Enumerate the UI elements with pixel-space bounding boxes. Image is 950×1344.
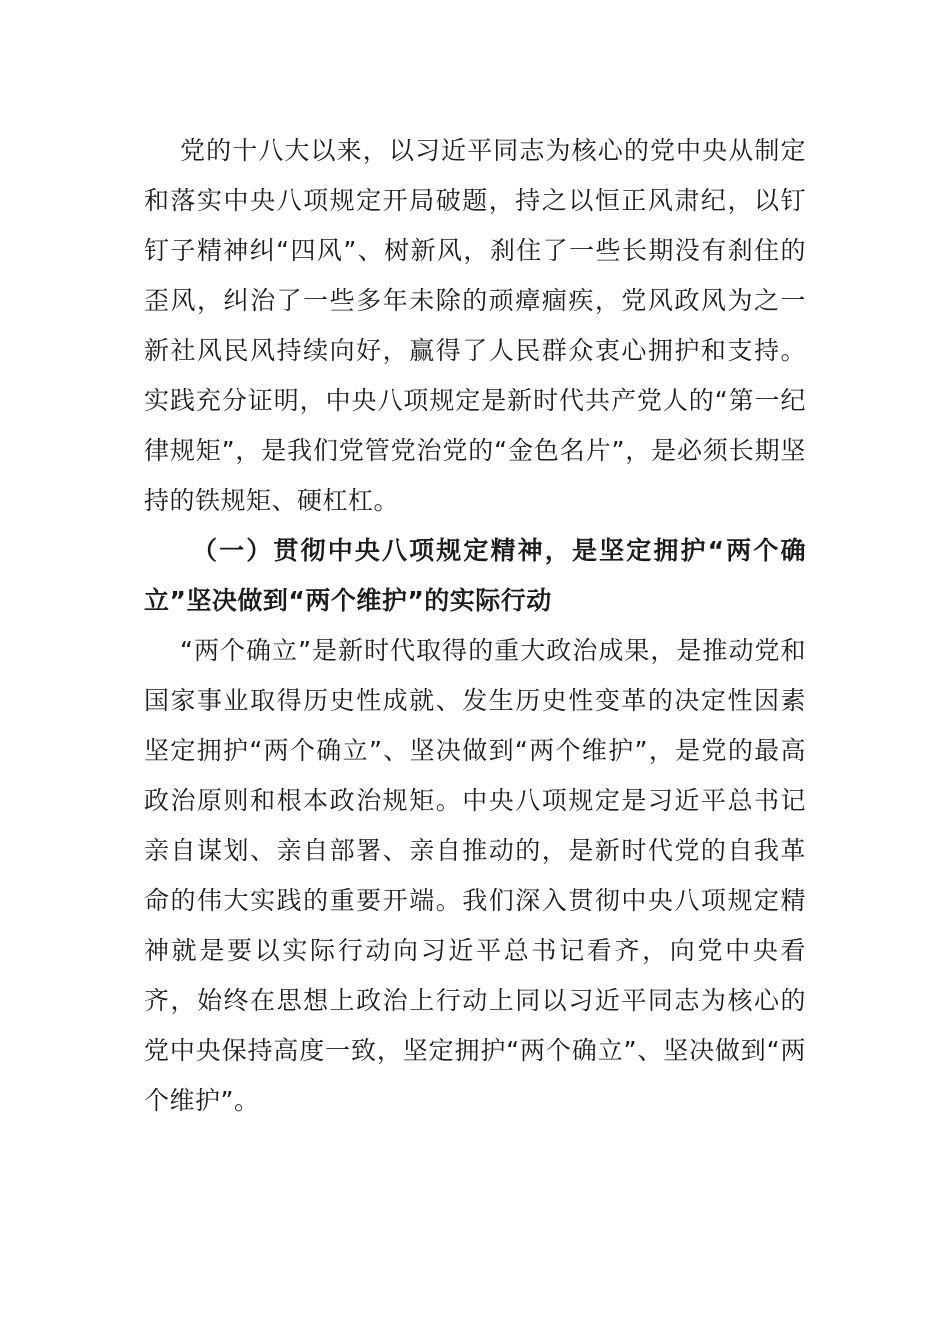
section-heading: （一）贯彻中央八项规定精神，是坚定拥护“两个确立”坚决做到“两个维护”的实际行动 (144, 536, 806, 615)
intro-paragraph: 党的十八大以来，以习近平同志为核心的党中央从制定和落实中央八项规定开局破题，持之以恒正风肃纪，以钉钉子精神纠“四风”、树新风，刹住了一些长期没有刹住的歪风，纠治了一些多年未除的顽瘴痼疾，党风政风为之一新社风民风持续向好，赢得了人民群众衷心拥护和支持。实践充分证明，中央八项规定是新时代共产党人的“第一纪律规矩”，是我们党管党治党的“金色名片”，是必须长期坚持的铁规矩、硬杠杠。 (144, 136, 806, 515)
document-page (144, 126, 806, 1126)
section-paragraph: “两个确立”是新时代取得的重大政治成果，是推动党和国家事业取得历史性成就、发生历史性变革的决定性因素坚定拥护“两个确立”、坚决做到“两个维护”，是党的最高政治原则和根本政治规矩。中央八项规定是习近平总书记亲自谋划、亲自部署、亲自推动的，是新时代党的自我革命的伟大实践的重要开端。我们深入贯彻中央八项规定精神就是要以实际行动向习近平总书记看齐，向党中央看齐，始终在思想上政治上行动上同以习近平同志为核心的党中央保持高度一致，坚定拥护“两个确立”、坚决做到“两个维护”。 (144, 636, 806, 1115)
